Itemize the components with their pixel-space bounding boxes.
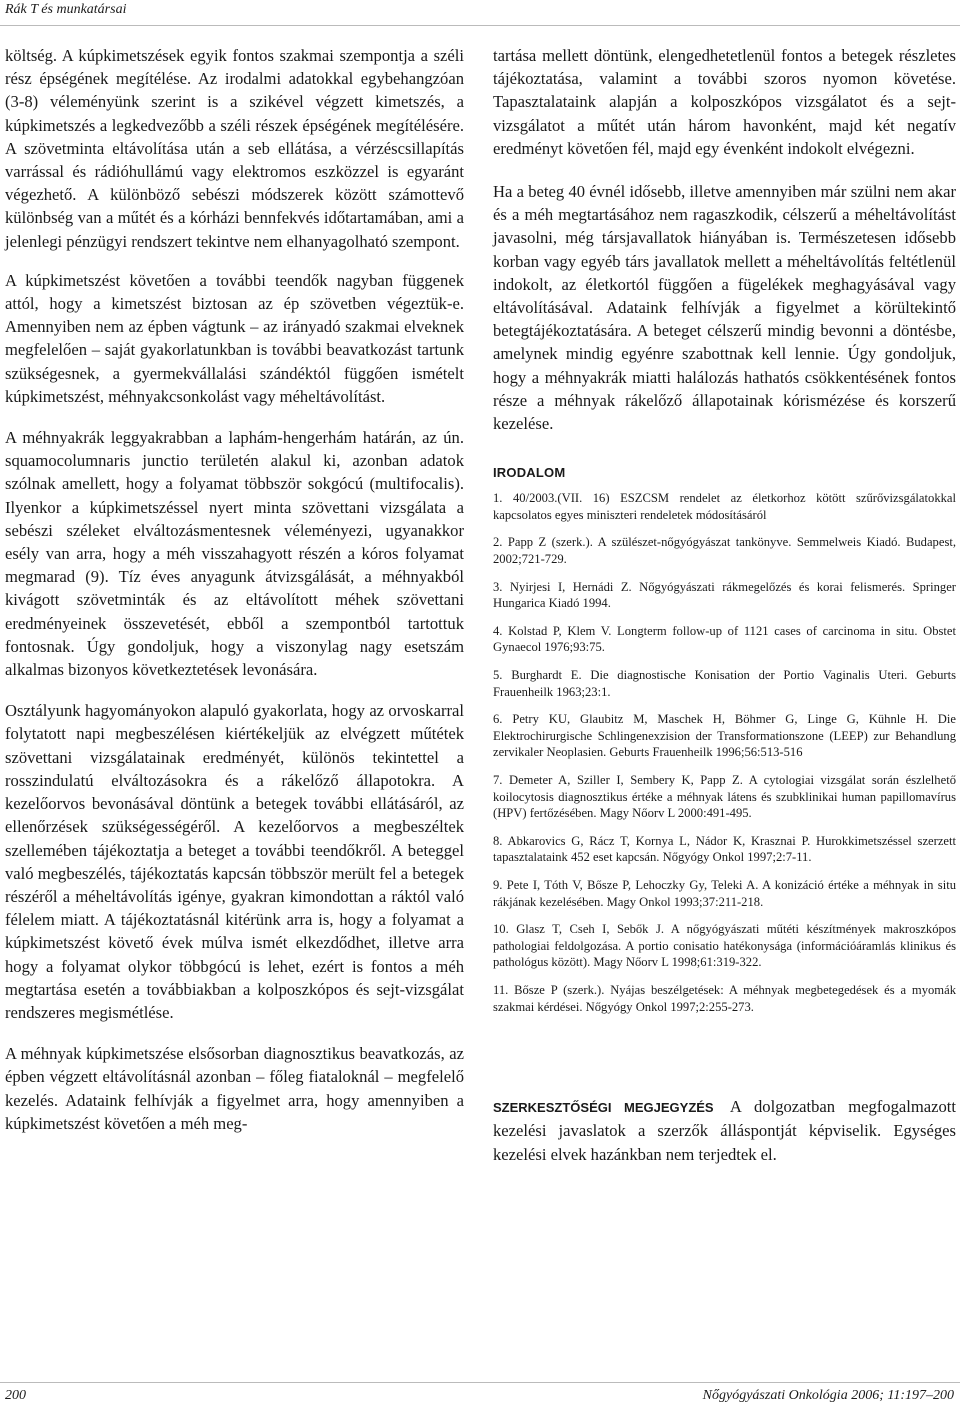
reference-item: 2. Papp Z (szerk.). A szülészet-nőgyógyászat tankönyve. Semmelweis Kiadó. Budapest, 2002;721-729. <box>493 535 956 567</box>
editor-note <box>493 1095 956 1166</box>
editor-note-text: A dolgozatban megfogalmazott kezelési javaslatok a szerzők álláspontját képviselik. Egységes kezelési elvek hazánkban nem terjedtek el. <box>493 1097 957 1164</box>
header-rule <box>0 25 960 26</box>
body-paragraph: A kúpkimetszést követően a további teendők nagyban függenek attól, hogy a kimetszést biztosan az ép szövetben végeztük-e. Amennyiben nem az épben vágtunk – az irányadó szakmai elveknek megfelelően – saját gyakorlatunkban is további beavatkozást tartunk szükségesnek, a gyermekvállalási szándéktól függően ismételt kúpkimetszést, méhnyakcsonkolást vagy méheltávolítást. <box>5 270 464 406</box>
running-head: Rák T és munkatársai <box>5 2 127 17</box>
reference-item: 1. 40/2003.(VII. 16) ESZCSM rendelet az életkorhoz kötött szűrővizsgálatokkal kapcsolatos egyes miniszteri rendeletek módosításáról <box>493 491 956 522</box>
editor-note-label: SZERKESZTŐSÉGI MEGJEGYZÉS <box>493 1100 714 1116</box>
body-paragraph: Osztályunk hagyományokon alapuló gyakorlata, hogy az orvoskarral folytatott napi megbeszélésen kiértékeljük az elvégzett műtétek szövettani vizsgálatainak eredményét, különös tekintettel a rosszindulatú elváltozásokra és a rákelőző állapotokra. A kezelőorvos bevonásával döntünk a betegek további ellátásáról, az ellenőrzések szükségességéről. A kezelőorvos a megbeszéltek szellemében tájékoztatja a beteget a további teendőkről. A beteggel való megbeszélés, tájékoztatás kapcsán többször merült fel a betegek részéről a méheltávolítás igénye, gyakran kimondottan a ráktól való félelem miatt. A tájékoztatásnál kitérünk arra is, hogy a folyamat a kúpkimetszést követő évek múlva ismét elkezdődhet, illetve arra hogy a folyamat olykor többgócú is lehet, ezért is fontos a méh megtartása esetén a továbbiakban a kolposzkópos és sejt-vizsgálat rendszeres megismétlése. <box>5 701 464 1022</box>
body-paragraph: A méhnyakrák leggyakrabban a laphám-hengerhám határán, az ún. squamocolumnaris junctio területén alakul ki, azonban adatok szólnak amellett, hogy a folyamat többször sokgócú (multifocalis). Ilyenkor a kúpkimetszéssel nyert minta szövettani vizsgálata a sebészi széleket elváltozásmentesnek véleményezi, ugyanakkor esély van arra, hogy a méh visszahagyott részén a kóros folyamat megmarad (9). Tíz éves anyagunk átvizsgálását, a méhnyakból kivágott szövetminták és az eltávolított méhek szövettani eredményeinek összevetését, ebből a szempontból tartottuk fontosnak. Úgy gondoljuk, hogy a viszonylag nagy esetszám alkalmas bizonyos következtetések levonására. <box>5 428 464 680</box>
reference-item: 9. Pete I, Tóth V, Bősze P, Lehoczky Gy, Teleki A. A konizáció értéke a méhnyak in situ rákjának kezelésében. Magy Onkol 1993;37:211-218. <box>493 877 956 909</box>
reference-item: 10. Glasz T, Cseh I, Sebők J. A nőgyógyászati műtéti készítmények makroszkópos pathologiai feldolgozása. A portio conisatio hatékonysága (információáramlás klinikus és pathológus között). Magy Nőorv L 1998;61:319-322. <box>493 922 956 970</box>
references-heading: IRODALOM <box>493 465 566 481</box>
journal-citation: Nőgyógyászati Onkológia 2006; 11:197–200 <box>702 1388 954 1403</box>
body-paragraph: költség. A kúpkimetszések egyik fontos szakmai szempontja a széli rész épségének megítélése. Az irodalmi adatokkal egybehangzóan (3-8) véleményünk szerint is a szikével végzett kimetszés, a kúpkimetszés a legkedvezőbb a széli részek épségének megítélésére. A szövetminta eltávolítása után a seb ellátása, a vérzéscsillapítás varrással és rádióhullámú vagy elektromos eszközzel is egyaránt végezhető. A különböző sebészi módszerek között számottevő különbség van a műtét és a kórházi bennfekvés időtartamában, ami a jelenlegi pénzügyi rendszert tekintve nem elhanyagolható szempont. <box>5 46 464 251</box>
right-column <box>493 44 956 1166</box>
reference-item: 8. Abkarovics G, Rácz T, Kornya L, Nádor K, Krasznai P. Hurokkimetszéssel szerzett tapasztalataink 452 eset kapcsán. Nőgyógy Onkol 1997;2:7-11. <box>493 833 956 865</box>
footer-rule <box>0 1382 960 1383</box>
body-paragraph: A méhnyak kúpkimetszése elsősorban diagnosztikus beavatkozás, az épben végzett eltávolításnál azonban – főleg fiataloknál – megfelelő kezelés. Adataink felhívják a figyelmet arra, hogy amennyiben a kúpkimetszést követően a méh meg- <box>5 1044 464 1133</box>
reference-item: 4. Kolstad P, Klem V. Longterm follow-up of 1121 cases of carcinoma in situ. Obstet Gynaecol 1976;93:75. <box>493 623 956 655</box>
body-paragraph: Ha a beteg 40 évnél idősebb, illetve amennyiben már szülni nem akar és a méh megtartásához nem ragaszkodik, célszerű a méheltávolítást javasolni, még társjavallatok hiányában is. Természetesen idősebb korban vagy egyéb társ javallatok mellett a méheltávolítás feltétlenül indokolt, az életkortól függően a fügelékek meghagyásával vagy eltávolításával. Adataink felhívják a figyelmet a körültekintő betegtájékoztatására. A beteget célszerű mindig bevonni a döntésbe, amelynek mindig egyénre szabottnak kell lennie. Úgy gondoljuk, hogy a méhnyakrák miatti halálozás hathatós csökkentésének fontos része a méhnyak rákelőző állapotainak kórismézése és korszerű kezelése. <box>493 182 956 434</box>
reference-item: 11. Bősze P (szerk.). Nyájas beszélgetések: A méhnyak megbetegedések és a myomák szakmai kérdései. Nőgyógy Onkol 1997;2:255-273. <box>493 982 956 1014</box>
reference-item: 5. Burghardt E. Die diagnostische Konisation der Portio Vaginalis Uteri. Geburts Frauenheilk 1963;23:1. <box>493 668 956 699</box>
page-number: 200 <box>5 1388 26 1403</box>
reference-item: 7. Demeter A, Sziller I, Sembery K, Papp Z. A cytologiai vizsgálat során észlelhető koilocytosis diagnosztikus értéke a méhnyak látens és szubklinikai human papillomavírus (HPV) fertőzésében. Magy Nőorv L 2000:491-495. <box>493 772 956 821</box>
reference-list <box>493 490 956 1015</box>
reference-item: 3. Nyirjesi I, Hernádi Z. Nőgyógyászati rákmegelőzés és korai felismerés. Springer Hungarica Kiadó 1994. <box>493 579 956 611</box>
left-column <box>5 44 464 1135</box>
reference-item: 6. Petry KU, Glaubitz M, Maschek H, Böhmer G, Linge G, Kühnle H. Die Elektrochirurgische Schlingenexzision der Transformationszone (LEEP) zur Behandlung zervikaler Neoplasien. Geburts Frauenheilk 1996;56:513-516 <box>493 712 956 760</box>
body-paragraph: tartása mellett döntünk, elengedhetetlenül fontos a betegek részletes tájékoztatása, valamint a további szoros nyomon követése. Tapasztalataink alapján a kolposzkópos vizsgálatot és a sejt-vizsgálatot a műtét után három havonként, majd két negatív eredményt követően fél, majd egy évenként indokolt elvégezni. <box>493 46 956 158</box>
